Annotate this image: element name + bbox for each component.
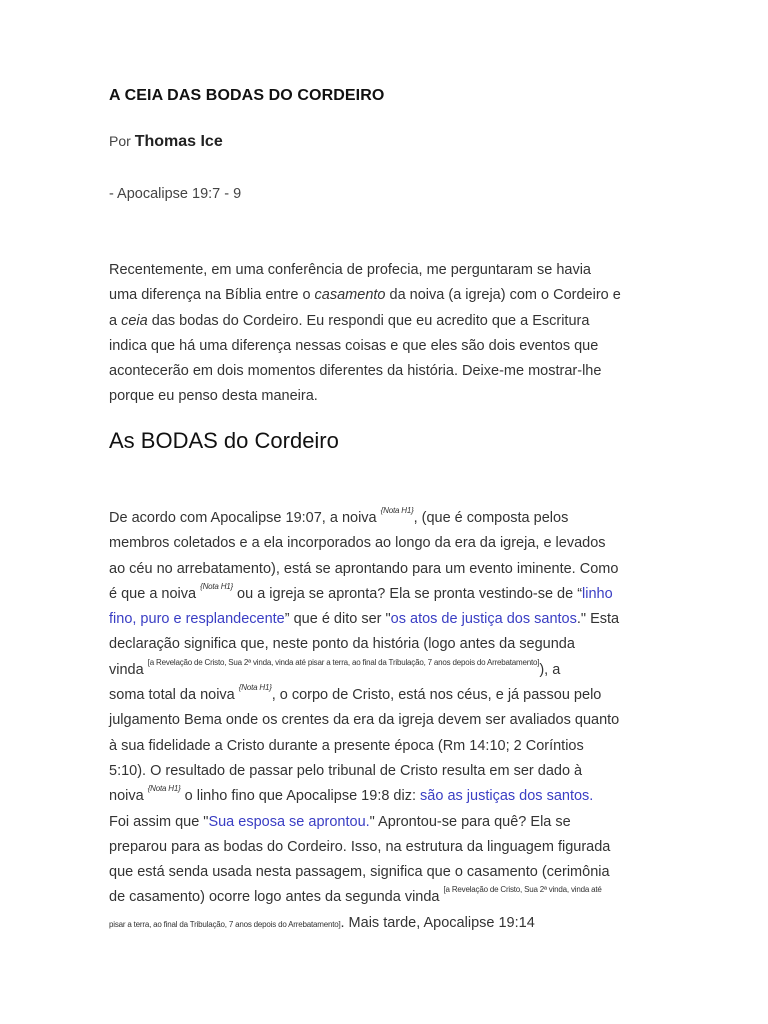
text-run: a — [109, 312, 122, 329]
quote-link-esposa-aprontou[interactable]: Sua esposa se aprontou. — [208, 813, 370, 830]
body-paragraph — [109, 506, 669, 937]
text-run: De acordo com Apocalipse 19:07, a noiva — [109, 510, 381, 526]
section-heading: As BODAS do Cordeiro — [109, 428, 339, 453]
body-line — [109, 911, 669, 937]
intro-line — [109, 309, 669, 334]
body-line — [109, 658, 669, 683]
text-run: das bodas do Cordeiro. Eu respondi que eu acredito que a Escritura — [147, 312, 590, 329]
annotation-revelacao: [a Revelação de Cristo, Sua 2ª vinda, vinda até pisar a terra, ao final da Tribulação, 7 anos depois do Arrebatamento] — [147, 657, 540, 667]
text-run: uma diferença na Bíblia entre o — [109, 287, 315, 304]
text-run: declaração significa que, neste ponto da história (logo antes da segunda — [109, 636, 575, 653]
body-line — [109, 784, 669, 809]
body-line — [109, 835, 669, 860]
body-line — [109, 607, 669, 632]
body-line — [109, 860, 669, 885]
intro-line — [109, 384, 669, 409]
text-run: Foi assim que " — [109, 813, 209, 830]
emphasis-ceia: ceia — [121, 312, 148, 329]
text-run: o linho fino que Apocalipse 19:8 diz: — [180, 788, 421, 805]
document-title: A CEIA DAS BODAS DO CORDEIRO — [109, 87, 385, 104]
body-line — [109, 885, 669, 910]
text-run: julgamento Bema onde os crentes da era da igreja devem ser avaliados quanto — [109, 712, 620, 729]
note-marker: {Nota H1} — [238, 683, 272, 693]
text-run: , o corpo de Cristo, está nos céus, e já passou pelo — [271, 687, 602, 704]
text-run: soma total da noiva — [109, 687, 239, 704]
text-run: ” que é dito ser " — [284, 611, 391, 628]
body-line — [109, 734, 669, 759]
text-run: . Mais tarde, Apocalipse 19:14 — [340, 914, 535, 931]
text-run: acontecerão em dois momentos diferentes da história. Deixe-me mostrar-lhe — [109, 363, 602, 380]
text-run: " Aprontou-se para quê? Ela se — [369, 813, 571, 830]
quote-link-atos-justica[interactable]: os atos de justiça dos santos — [390, 611, 577, 628]
text-run: ou a igreja se apronta? Ela se pronta vestindo-se de “ — [233, 585, 583, 602]
text-run: ." Esta — [576, 611, 620, 628]
scripture-reference: - Apocalipse 19:7 - 9 — [109, 186, 242, 202]
text-run: vinda — [109, 661, 148, 678]
quote-link-linho-fino-start[interactable]: linho — [582, 585, 613, 602]
note-marker: {Nota H1} — [200, 581, 234, 591]
body-line — [109, 708, 669, 733]
emphasis-casamento: casamento — [314, 287, 386, 304]
text-run: preparou para as bodas do Cordeiro. Isso, na estrutura da linguagem figurada — [109, 838, 611, 855]
text-run: ao céu no arrebatamento), está se aprontando para um evento iminente. Como — [109, 560, 619, 577]
intro-paragraph — [109, 258, 669, 410]
body-line — [109, 531, 669, 556]
author-name: Thomas Ice — [134, 133, 223, 150]
text-run: membros coletados e a ela incorporados ao longo da era da igreja, e levados — [109, 535, 606, 552]
quote-link-linho-fino[interactable]: fino, puro e resplandecente — [109, 611, 285, 628]
intro-line — [109, 359, 669, 384]
text-run: Recentemente, em uma conferência de profecia, me perguntaram se havia — [109, 262, 591, 278]
text-run: é que a noiva — [109, 585, 201, 602]
text-run: , (que é composta pelos — [413, 510, 569, 526]
body-line — [109, 557, 669, 582]
text-run: da noiva (a igreja) com o Cordeiro e — [385, 287, 621, 304]
body-line — [109, 759, 669, 784]
byline — [109, 133, 223, 151]
text-run: de casamento) ocorre logo antes da segunda vinda — [109, 889, 444, 906]
intro-line — [109, 283, 669, 308]
annotation-revelacao-part2: pisar a terra, ao final da Tribulação, 7 anos depois do Arrebatamento] — [109, 919, 341, 929]
text-run: que está senda usada nesta passagem, significa que o casamento (cerimônia — [109, 864, 610, 881]
text-run: à sua fidelidade a Cristo durante a presente época (Rm 14:10; 2 Coríntios — [109, 737, 584, 754]
body-line — [109, 632, 669, 657]
body-line — [109, 810, 669, 835]
note-marker: {Nota H1} — [147, 784, 181, 794]
text-run: porque eu penso desta maneira. — [109, 388, 318, 405]
body-line — [109, 582, 669, 607]
note-marker: {Nota H1} — [380, 506, 414, 515]
annotation-revelacao-part1: [a Revelação de Cristo, Sua 2ª vinda, vinda até — [443, 885, 602, 895]
quote-link-justicas-santos[interactable]: são as justiças dos santos. — [420, 788, 594, 805]
text-run: noiva — [109, 788, 148, 805]
text-run: 5:10). O resultado de passar pelo tribunal de Cristo resulta em ser dado à — [109, 762, 583, 779]
intro-line — [109, 258, 669, 283]
body-line — [109, 506, 669, 531]
text-run: ), a — [539, 661, 561, 678]
body-line — [109, 683, 669, 708]
byline-prefix: Por — [109, 133, 131, 149]
text-run: indica que há uma diferença nessas coisas e que eles são dois eventos que — [109, 337, 599, 354]
intro-line — [109, 334, 669, 359]
